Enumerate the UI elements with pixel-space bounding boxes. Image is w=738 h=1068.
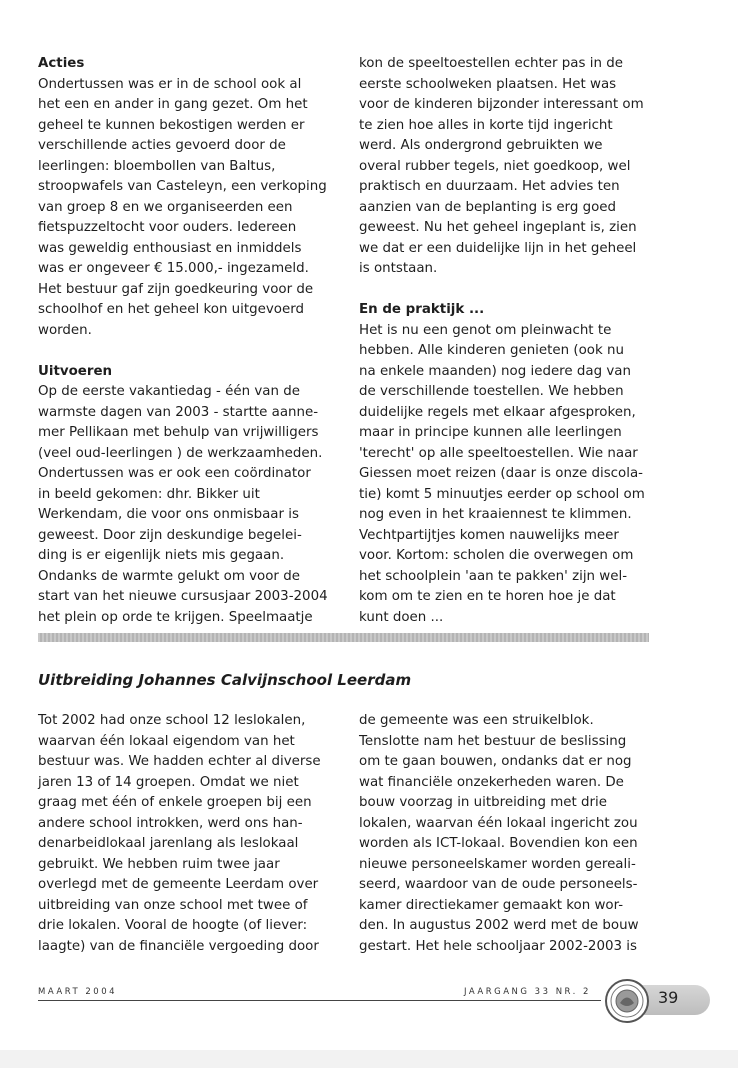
paragraph-praktijk [359, 321, 664, 629]
text-line: denarbeidlokaal jarenlang als leslokaal [38, 836, 299, 851]
text-line: ding is er eigenlijk niets mis gegaan. [38, 548, 285, 563]
text-line: andere school introkken, werd ons han- [38, 815, 303, 831]
text-line: tie) komt 5 minuutjes eerder op school om [359, 486, 645, 502]
text-line: drie lokalen. Vooral de hoogte (of liever: [38, 918, 308, 933]
footer-date: MAART 2004 [38, 987, 118, 997]
footer-issue: JAARGANG 33 NR. 2 [464, 987, 591, 997]
text-line: Giessen moet reizen (daar is onze discola- [359, 466, 643, 481]
text-line: aanzien van de beplanting is erg goed [359, 199, 617, 215]
text-line: overlegd met de gemeente Leerdam over [38, 877, 319, 892]
paragraph-uitvoeren [38, 382, 343, 628]
text-line: in beeld gekomen: dhr. Bikker uit [38, 486, 260, 502]
text-line: de verschillende toestellen. We hebben [359, 384, 624, 399]
text-line: Tenslotte nam het bestuur de beslissing [359, 733, 627, 749]
text-line: de gemeente was een struikelblok. [359, 713, 594, 728]
text-line: mer Pellikaan met behulp van vrijwilligers [38, 425, 319, 440]
text-line: praktisch en duurzaam. Het advies ten [359, 179, 620, 194]
text-line: warmste dagen van 2003 - startte aanne- [38, 404, 319, 420]
text-line: worden. [38, 322, 92, 338]
text-line: schoolhof en het geheel kon uitgevoerd [38, 302, 305, 317]
paragraph-continued [359, 54, 664, 280]
column-1 [38, 54, 343, 628]
text-line: werd. Als ondergrond gebruikten we [359, 138, 603, 153]
text-line: was er ongeveer € 15.000,- ingezameld. [38, 261, 309, 276]
text-line: bouw voorzag in uitbreiding met drie [359, 795, 608, 810]
text-line: is ontstaan. [359, 261, 438, 276]
text-line: eerste schoolweken plaatsen. Het was [359, 76, 617, 92]
text-line: verschillende acties gevoerd door de [38, 138, 286, 153]
text-line: Ondanks de warmte gelukt om voor de [38, 568, 300, 584]
text-line: Op de eerste vakantiedag - één van de [38, 384, 300, 399]
text-line: nog even in het kraaiennest te klimmen. [359, 507, 632, 522]
text-line: fietspuzzeltocht voor ouders. Iedereen [38, 220, 297, 235]
heading-uitvoeren: Uitvoeren [38, 363, 113, 379]
text-line: kon de speeltoestellen echter pas in de [359, 56, 623, 71]
text-line: hebben. Alle kinderen genieten (ook nu [359, 343, 624, 358]
text-line: (veel oud-leerlingen ) de werkzaamheden. [38, 445, 323, 461]
text-line: Tot 2002 had onze school 12 leslokalen, [38, 713, 306, 728]
text-line: gestart. Het hele schooljaar 2002-2003 is [359, 938, 637, 954]
column-2 [359, 54, 664, 628]
text-line: overal rubber tegels, niet goedkoop, wel [359, 158, 631, 174]
text-line: worden als ICT-lokaal. Bovendien kon een [359, 836, 638, 851]
text-line: gebruikt. We hebben ruim twee jaar [38, 856, 280, 872]
section-title: Uitbreiding Johannes Calvijnschool Leerdam [38, 671, 412, 689]
heading-acties: Acties [38, 56, 85, 71]
text-line: voor de kinderen bijzonder interessant om [359, 97, 644, 112]
text-line: den. In augustus 2002 werd met de bouw [359, 918, 639, 933]
section-divider [38, 633, 649, 642]
text-line: het schoolplein 'aan te pakken' zijn wel- [359, 568, 628, 584]
text-line: wat financiële onzekerheden waren. De [359, 774, 624, 790]
text-line: waarvan één lokaal eigendom van het [38, 733, 295, 749]
text-line: voor. Kortom: scholen die overwegen om [359, 548, 634, 563]
text-line: geheel te kunnen bekostigen werden er [38, 117, 305, 133]
text-line: leerlingen: bloembollen van Baltus, [38, 158, 276, 174]
text-line: graag met één of enkele groepen bij een [38, 795, 312, 810]
column-4 [359, 711, 664, 957]
text-line: het plein op orde te krijgen. Speelmaatje [38, 609, 313, 625]
text-line: geweest. Door zijn deskundige begelei- [38, 527, 302, 543]
text-line: bestuur was. We hadden echter al diverse [38, 754, 321, 769]
column-3 [38, 711, 343, 957]
seal-icon [604, 978, 650, 1024]
page-bottom-band [0, 1050, 738, 1068]
text-line: Ondertussen was er in de school ook al [38, 76, 302, 92]
heading-praktijk: En de praktijk ... [359, 302, 485, 317]
text-line: we dat er een duidelijke lijn in het geheel [359, 240, 637, 256]
text-line: kom om te zien en te horen hoe je dat [359, 589, 616, 604]
text-line: maar in principe kunnen alle leerlingen [359, 425, 622, 440]
text-line: om te gaan bouwen, ondanks dat er nog [359, 754, 632, 769]
text-line: Ondertussen was er ook een coördinator [38, 466, 311, 481]
text-line: uitbreiding van onze school met twee of [38, 897, 308, 913]
text-line: laagte) van de financiële vergoeding door [38, 938, 319, 954]
text-line: seerd, waardoor van de oude personeels- [359, 877, 638, 892]
text-line: Werkendam, die voor ons onmisbaar is [38, 507, 299, 522]
text-line: start van het nieuwe cursusjaar 2003-2004 [38, 589, 328, 604]
paragraph-acties [38, 75, 343, 342]
text-line: lokalen, waarvan één lokaal ingericht zou [359, 815, 638, 831]
text-line: Vechtpartijtjes komen nauwelijks meer [359, 527, 619, 543]
page-number: 39 [658, 988, 679, 1007]
paragraph-uitbreiding-1 [38, 711, 343, 957]
text-line: na enkele maanden) nog iedere dag van [359, 363, 631, 379]
text-line: nieuwe personeelskamer worden gereali- [359, 856, 636, 872]
text-line: stroopwafels van Casteleyn, een verkoping [38, 179, 327, 194]
text-line: te zien hoe alles in korte tijd ingericht [359, 117, 613, 133]
footer-rule [38, 1000, 601, 1001]
paragraph-uitbreiding-2 [359, 711, 664, 957]
text-line: kunt doen ... [359, 609, 444, 625]
text-line: geweest. Nu het geheel ingeplant is, zien [359, 220, 637, 235]
text-line: het een en ander in gang gezet. Om het [38, 97, 308, 112]
text-line: was geweldig enthousiast en inmiddels [38, 240, 302, 256]
text-line: jaren 13 of 14 groepen. Omdat we niet [38, 774, 299, 790]
text-line: Het is nu een genot om pleinwacht te [359, 322, 612, 338]
text-line: kamer directiekamer gemaakt kon wor- [359, 897, 624, 913]
text-line: van groep 8 en we organiseerden een [38, 199, 293, 215]
text-line: 'terecht' op alle speeltoestellen. Wie naar [359, 445, 638, 461]
text-line: duidelijke regels met elkaar afgesproken, [359, 404, 636, 420]
text-line: Het bestuur gaf zijn goedkeuring voor de [38, 281, 314, 297]
